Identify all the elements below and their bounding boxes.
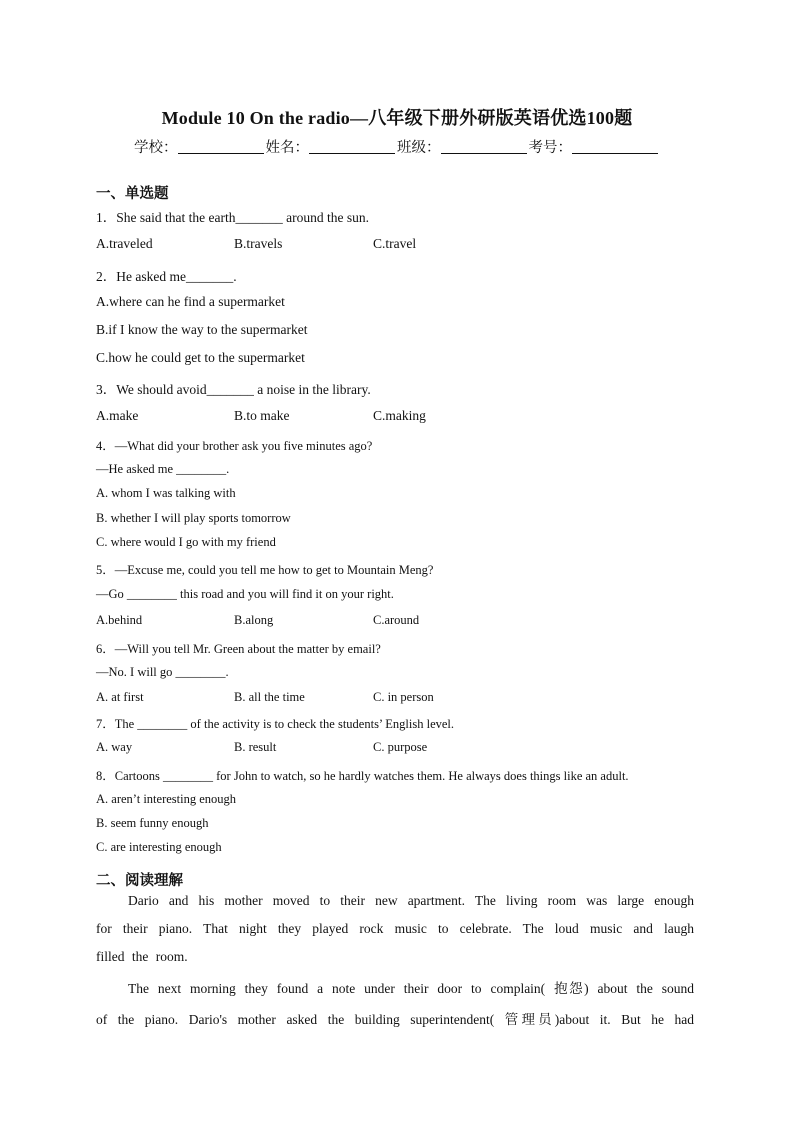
question-7-option-b[interactable]: B. result xyxy=(234,740,277,754)
question-7-option-c[interactable]: C. purpose xyxy=(373,740,428,754)
question-5-option-b[interactable]: B.along xyxy=(234,613,274,627)
question-1-option-b[interactable]: B.travels xyxy=(234,236,283,251)
question-3-option-c[interactable]: C.making xyxy=(373,408,426,423)
passage-p1-line-1: Dario and his mother moved to their new apartment. The living room was large enough xyxy=(128,893,694,908)
question-4-stem: 4．—What did your brother ask you five minutes ago? xyxy=(96,439,373,453)
passage-p1-line-2: for their piano. That night they played rock music to celebrate. The loud music and laugh xyxy=(96,921,694,936)
question-2-option-b[interactable]: B.if I know the way to the supermarket xyxy=(96,322,308,337)
question-6-stem-response: —No. I will go ________. xyxy=(96,665,229,679)
passage-p1-line-3: filled the room. xyxy=(96,949,188,964)
class-label: 班级： xyxy=(397,140,441,156)
question-1-option-c[interactable]: C.travel xyxy=(373,236,417,251)
question-2-stem: 2．He asked me_______. xyxy=(96,269,237,284)
question-7-option-a[interactable]: A. way xyxy=(96,740,133,754)
passage-p2-line-2: of the piano. Dario's mother asked the building superintendent( 管理员)about it. But he had xyxy=(96,1012,694,1027)
question-3-stem: 3．We should avoid_______ a noise in the library. xyxy=(96,382,371,397)
question-5-option-c[interactable]: C.around xyxy=(373,613,420,627)
question-5-stem: 5．—Excuse me, could you tell me how to get to Mountain Meng? xyxy=(96,563,434,577)
name-blank[interactable] xyxy=(309,139,395,154)
question-6-option-c[interactable]: C. in person xyxy=(373,690,434,704)
question-5-option-a[interactable]: A.behind xyxy=(96,613,143,627)
question-4-option-b[interactable]: B. whether I will play sports tomorrow xyxy=(96,511,291,525)
question-8-stem: 8．Cartoons ________ for John to watch, so he hardly watches them. He always does things like an adult. xyxy=(96,769,629,783)
school-blank[interactable] xyxy=(178,139,264,154)
name-label: 姓名： xyxy=(265,140,309,156)
number-label: 考号： xyxy=(528,140,572,156)
class-blank[interactable] xyxy=(441,139,527,154)
question-7-stem: 7．The ________ of the activity is to check the students’ English level. xyxy=(96,717,455,731)
question-3-option-b[interactable]: B.to make xyxy=(234,408,290,423)
question-1-option-a[interactable]: A.traveled xyxy=(96,236,153,251)
question-2-option-c[interactable]: C.how he could get to the supermarket xyxy=(96,350,305,365)
school-label: 学校： xyxy=(134,140,178,156)
question-4-option-a[interactable]: A. whom I was talking with xyxy=(96,486,236,500)
passage-p2-line-1: The next morning they found a note under their door to complain( 抱怨) about the sound xyxy=(128,981,694,996)
number-blank[interactable] xyxy=(572,139,658,154)
question-1-stem: 1．She said that the earth_______ around the sun. xyxy=(96,210,369,225)
document-title: Module 10 On the radio—八年级下册外研版英语优选100题 xyxy=(161,108,633,128)
question-8-option-c[interactable]: C. are interesting enough xyxy=(96,840,222,854)
section-heading-single-choice: 一、单选题 xyxy=(96,186,169,202)
question-4-stem-response: —He asked me ________. xyxy=(96,462,230,476)
question-6-option-a[interactable]: A. at first xyxy=(96,690,144,704)
question-8-option-a[interactable]: A. aren’t interesting enough xyxy=(96,792,237,806)
question-5-stem-response: —Go ________ this road and you will find it on your right. xyxy=(96,587,394,601)
question-8-option-b[interactable]: B. seem funny enough xyxy=(96,816,209,830)
question-2-option-a[interactable]: A.where can he find a supermarket xyxy=(96,294,285,309)
question-3-option-a[interactable]: A.make xyxy=(96,408,139,423)
question-4-option-c[interactable]: C. where would I go with my friend xyxy=(96,535,276,549)
question-6-stem: 6．—Will you tell Mr. Green about the matter by email? xyxy=(96,642,381,656)
student-info-line xyxy=(0,136,794,157)
section-heading-reading: 二、阅读理解 xyxy=(96,873,183,889)
question-6-option-b[interactable]: B. all the time xyxy=(234,690,305,704)
